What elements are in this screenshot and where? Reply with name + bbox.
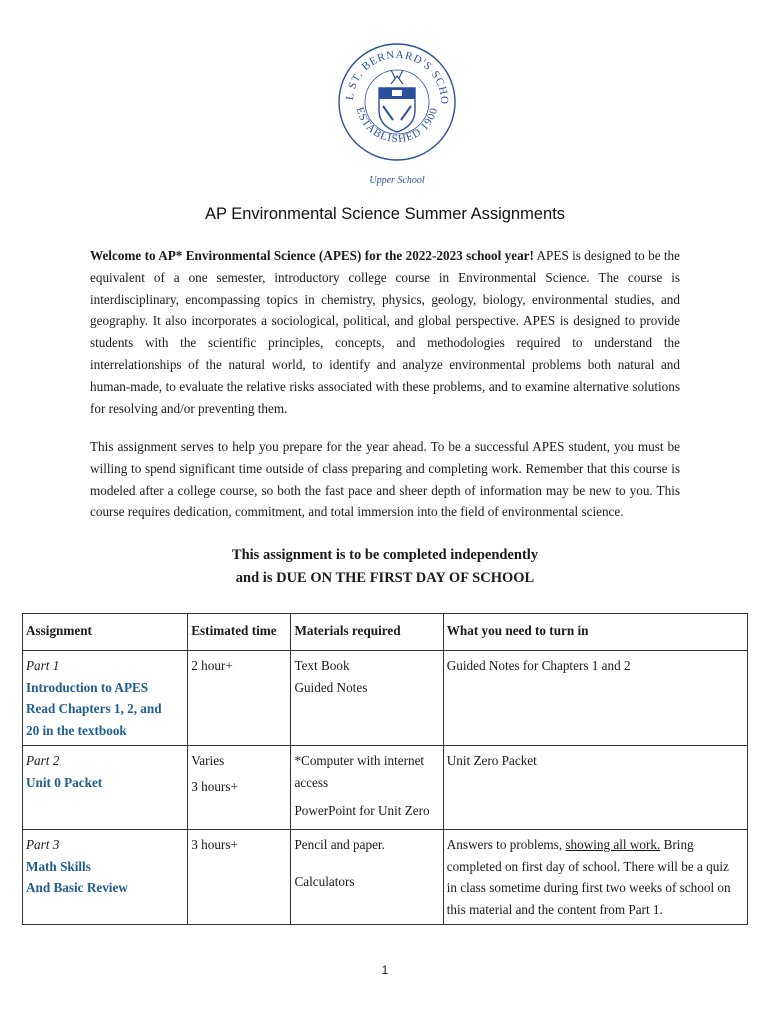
time-value: 3 hours+ xyxy=(191,778,238,794)
assignment-cell xyxy=(23,830,188,925)
header-estimated-time: Estimated time xyxy=(188,614,291,651)
part-title-line: Unit 0 Packet xyxy=(26,774,103,790)
material-item: Calculators xyxy=(294,873,355,889)
part-label: Part 3 xyxy=(26,837,60,852)
time-value: Varies xyxy=(191,753,225,768)
assignment-cell xyxy=(23,651,188,746)
turn-in-cell: Guided Notes for Chapters 1 and 2 xyxy=(443,651,747,746)
seal-division-text: Upper School xyxy=(369,175,425,186)
part-label: Part 2 xyxy=(26,753,60,768)
page-title: AP Environmental Science Summer Assignments xyxy=(204,205,566,223)
header-materials: Materials required xyxy=(291,614,443,651)
time-cell xyxy=(188,830,291,925)
seal-name-text: L ST. BERNARD'S SCHO xyxy=(343,48,451,106)
turn-in-emphasis: showing all work. xyxy=(565,837,661,852)
assignment-table xyxy=(22,613,748,925)
due-notice-line-2: and is DUE ON THE FIRST DAY OF SCHOOL xyxy=(235,570,535,586)
part-title-line: Read Chapters 1, 2, and xyxy=(26,701,162,716)
table-row xyxy=(23,830,748,925)
assignment-cell xyxy=(23,746,188,830)
part-label: Part 1 xyxy=(26,658,60,673)
part-title-line: 20 in the textbook xyxy=(26,722,127,738)
due-notice xyxy=(0,544,770,590)
material-item: Pencil and paper. xyxy=(294,837,385,852)
turn-in-cell: Unit Zero Packet xyxy=(443,746,747,830)
turn-in-text-end: Bring completed on first day of school. There will be a quiz in class sometime during first two weeks of school on this material and the content from Part 1. xyxy=(446,837,731,917)
table-row xyxy=(23,746,748,830)
intro-body: APES is designed to be the equivalent of a one semester, introductory college course in Environmental Science. The course is interdisciplinary, encompassing topics in chemistry, physics, geology, biology, environmental studies, and geography. It also incorporates a sociological, political, and global perspective. APES is designed to provide students with the scientific principles, concepts, and methodologies required to understand the interrelationships of the natural world, to identify and analyze environmental problems both natural and human-made, to evaluate the relative risks associated with these problems, and to examine alternative solutions for resolving and/or preventing them. xyxy=(90,248,680,416)
material-item: *Computer with internet access xyxy=(294,753,425,790)
seal-established-text: ESTABLISHED 1900 xyxy=(353,105,441,146)
page-number: 1 xyxy=(381,963,389,977)
part-title-line: And Basic Review xyxy=(26,880,128,895)
material-item: PowerPoint for Unit Zero xyxy=(294,803,430,818)
intro-paragraph xyxy=(90,245,680,419)
intro-lead: Welcome to AP* Environmental Science (APES) for the 2022-2023 school year! xyxy=(90,248,534,263)
header-turn-in: What you need to turn in xyxy=(443,614,747,651)
table-row xyxy=(23,651,748,746)
header-assignment: Assignment xyxy=(23,614,188,651)
time-value: 3 hours+ xyxy=(191,837,238,852)
material-item: Text Book xyxy=(294,658,350,673)
materials-cell xyxy=(291,746,443,830)
school-seal-icon xyxy=(335,40,459,190)
time-cell xyxy=(188,746,291,830)
turn-in-text-start: Answers to problems, xyxy=(446,837,566,852)
preparation-paragraph: This assignment serves to help you prepare for the year ahead. To be a successful APES student, you must be willing to spend significant time outside of class preparing and completing work. Remember that this course is modeled after a college course, so both the fast pace and sheer depth of information may be new to you. This course requires dedication, commitment, and total immersion into the field of environmental science. xyxy=(90,439,680,520)
materials-cell xyxy=(291,651,443,746)
part-title-line: Introduction to APES xyxy=(26,679,149,695)
school-logo xyxy=(335,40,459,190)
table-header-row xyxy=(23,614,748,651)
turn-in-cell xyxy=(443,830,747,925)
part-title-line: Math Skills xyxy=(26,858,91,874)
time-value: 2 hour+ xyxy=(191,658,233,673)
materials-cell xyxy=(291,830,443,925)
material-item: Guided Notes xyxy=(294,679,368,695)
due-notice-line-1: This assignment is to be completed independently xyxy=(231,547,539,563)
time-cell xyxy=(188,651,291,746)
